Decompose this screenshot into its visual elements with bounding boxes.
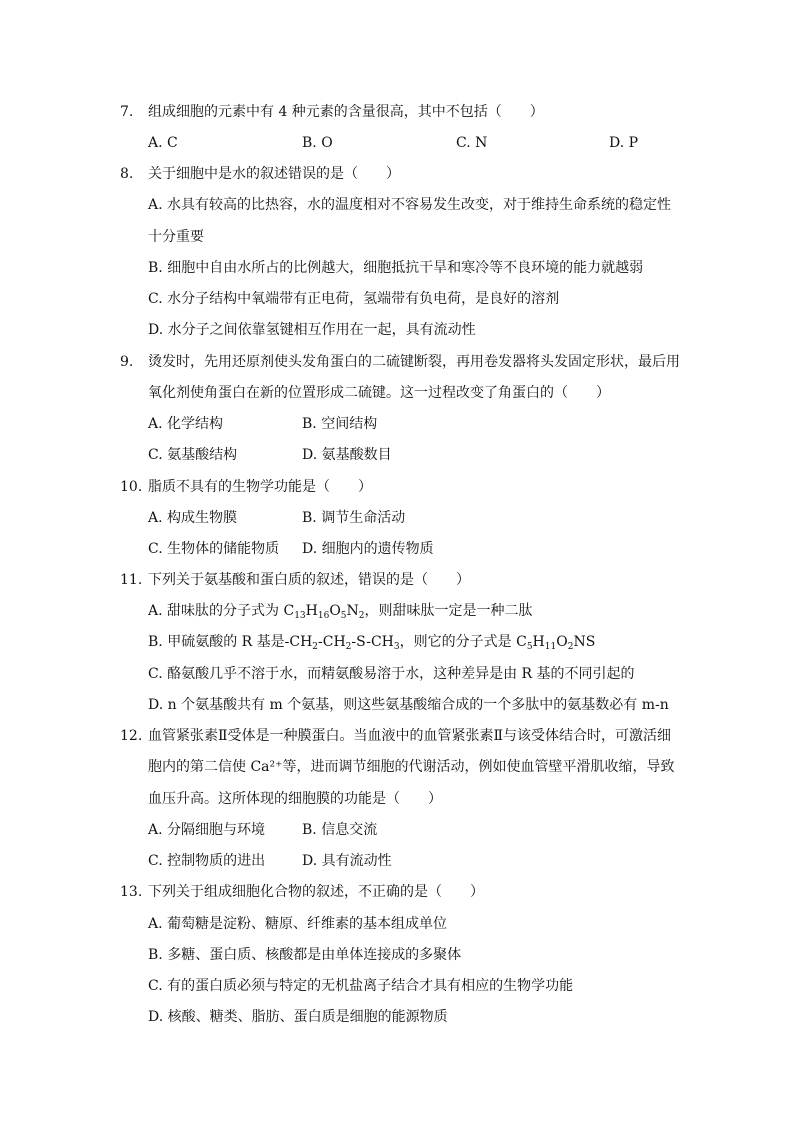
- question-7: [120, 102, 544, 122]
- option-d: D. n 个氨基酸共有 m 个氨基，则这些氨基酸缩合成的一个多肽中的氨基数必有 m-n: [148, 697, 669, 713]
- question-stem: 关于细胞中是水的叙述错误的是（ ）: [148, 166, 400, 182]
- question-9: [120, 352, 680, 372]
- option-b: B. 多糖、蛋白质、核酸都是由单体连接成的多聚体: [148, 947, 462, 963]
- question-number: 13.: [120, 884, 143, 900]
- option-c: C. 有的蛋白质必须与特定的无机盐离子结合才具有相应的生物学功能: [148, 978, 574, 994]
- option-a: A. 葡萄糖是淀粉、糖原、纤维素的基本组成单位: [148, 916, 448, 932]
- question-stem: 下列关于氨基酸和蛋白质的叙述，错误的是（ ）: [148, 572, 470, 588]
- question-stem: 血管紧张素Ⅱ受体是一种膜蛋白。当血液中的血管紧张素Ⅱ与该受体结合时，可激活细: [148, 728, 672, 744]
- option-d: D. 细胞内的遗传物质: [302, 541, 434, 557]
- option-c: C. N: [456, 135, 488, 151]
- question-stem: 脂质不具有的生物学功能是（ ）: [148, 479, 372, 495]
- option-b: B. 细胞中自由水所占的比例越大，细胞抵抗干旱和寒冷等不良环境的能力就越弱: [148, 260, 644, 276]
- question-10: [120, 477, 372, 497]
- option-c: C. 控制物质的进出: [148, 853, 266, 869]
- question-stem: 组成细胞的元素中有 4 种元素的含量很高，其中不包括（ ）: [148, 104, 544, 120]
- option-a: A. 构成生物膜: [148, 510, 238, 526]
- question-stem-continued: 氧化剂使角蛋白在新的位置形成二硫键。这一过程改变了角蛋白的（ ）: [148, 385, 610, 401]
- question-stem-continued: 血压升高。这所体现的细胞膜的功能是（ ）: [148, 791, 442, 807]
- option-b: B. O: [302, 135, 333, 151]
- option-c: C. 生物体的储能物质: [148, 541, 280, 557]
- question-11: [120, 570, 470, 590]
- question-number: 9.: [120, 354, 134, 370]
- question-number: 10.: [120, 479, 143, 495]
- option-d: D. 核酸、糖类、脂肪、蛋白质是细胞的能源物质: [148, 1009, 448, 1025]
- option-c: C. 氨基酸结构: [148, 447, 238, 463]
- option-c: C. 水分子结构中氧端带有正电荷，氢端带有负电荷，是良好的溶剂: [148, 291, 560, 307]
- option-d: D. 具有流动性: [302, 853, 392, 869]
- question-stem: 烫发时，先用还原剂使头发角蛋白的二硫键断裂，再用卷发器将头发固定形状，最后用: [148, 354, 680, 370]
- option-a: A. 甜味肽的分子式为 $C_{13}H_{16}O_5N_2$，则甜味肽一定是一种二肽: [148, 603, 533, 621]
- question-13: [120, 882, 484, 902]
- option-a: A. 水具有较高的比热容，水的温度相对不容易发生改变，对于维持生命系统的稳定性: [148, 197, 672, 213]
- question-number: 7.: [120, 104, 134, 120]
- option-d: D. 氨基酸数目: [302, 447, 392, 463]
- option-d: D. P: [609, 135, 639, 151]
- option-b: B. 甲硫氨酸的 R 基是$-CH_2-CH_2-S-CH_3$，则它的分子式是 $C_5H_{11}O_2NS$: [148, 634, 596, 652]
- option-b: B. 信息交流: [302, 822, 378, 838]
- option-a: A. 分隔细胞与环境: [148, 822, 266, 838]
- question-number: 12.: [120, 728, 143, 744]
- question-number: 11.: [120, 572, 143, 588]
- question-number: 8.: [120, 166, 134, 182]
- option-a-continued: 十分重要: [148, 229, 204, 245]
- option-c: C. 酪氨酸几乎不溶于水，而精氨酸易溶于水，这种差异是由 R 基的不同引起的: [148, 666, 635, 682]
- option-a: A. C: [148, 135, 178, 151]
- option-a: A. 化学结构: [148, 416, 224, 432]
- question-stem-continued: 胞内的第二信使 Ca²⁺等，进而调节细胞的代谢活动，例如使血管壁平滑肌收缩，导致: [148, 759, 675, 775]
- option-b: B. 空间结构: [302, 416, 378, 432]
- question-8: [120, 164, 400, 184]
- question-stem: 下列关于组成细胞化合物的叙述，不正确的是（ ）: [148, 884, 484, 900]
- question-12: [120, 726, 671, 746]
- option-b: B. 调节生命活动: [302, 510, 406, 526]
- option-d: D. 水分子之间依靠氢键相互作用在一起，具有流动性: [148, 322, 476, 338]
